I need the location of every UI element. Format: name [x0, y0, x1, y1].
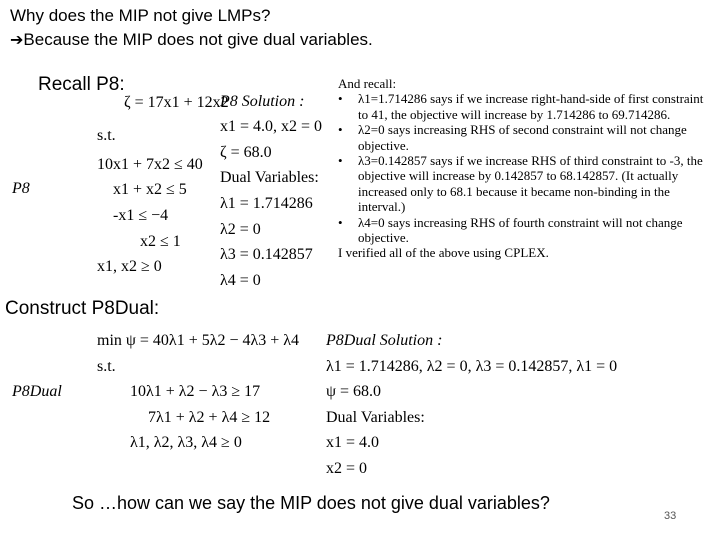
p8-constraint-1: 10x1 + 7x2 ≤ 40: [97, 156, 203, 173]
notes-bullet-2-text: λ2=0 says increasing RHS of second constraint will not change objective.: [358, 122, 687, 153]
p8-solution-line-2: ζ = 68.0: [220, 144, 272, 161]
p8-solution-line-3: Dual Variables:: [220, 169, 319, 186]
bullet-icon: •: [338, 91, 343, 107]
dual-solution-line-2: ψ = 68.0: [326, 383, 382, 400]
p8-constraint-4: x2 ≤ 1: [140, 233, 181, 250]
notes-bullet-1: [338, 91, 716, 122]
notes-list: [338, 91, 716, 245]
notes-intro: And recall:: [338, 76, 397, 91]
notes-bullet-3-text: λ3=0.142857 says if we increase RHS of third constraint to -3, the objective will increase by 0.142857 to 68.142857. (It actually increased only to 68.1 because it became non-binding in the interval.): [358, 153, 703, 215]
p8-constraint-2: x1 + x2 ≤ 5: [113, 181, 187, 198]
dual-model-label: P8Dual: [12, 383, 62, 400]
p8-solution-line-7: λ4 = 0: [220, 272, 261, 289]
bullet-icon: •: [338, 153, 343, 169]
p8-constraint-5: x1, x2 ≥ 0: [97, 258, 162, 275]
footer-question: So …how can we say the MIP does not give dual variables?: [72, 493, 550, 513]
p8-solution-heading: P8 Solution :: [220, 93, 305, 110]
bullet-icon: •: [338, 122, 343, 138]
p8-model-label: P8: [12, 180, 30, 197]
p8-solution-line-6: λ3 = 0.142857: [220, 246, 313, 263]
notes-panel: [338, 76, 716, 261]
dual-constraint-3: λ1, λ2, λ3, λ4 ≥ 0: [130, 434, 242, 451]
p8-solution-line-1: x1 = 4.0, x2 = 0: [220, 118, 323, 135]
notes-bullet-1-text: λ1=1.714286 says if we increase right-hand-side of first constraint to 41, the objective will increase by 1.714286 to 69.714286.: [358, 91, 704, 122]
p8-objective: ζ = 17x1 + 12x2: [124, 94, 229, 111]
bullet-icon: •: [338, 214, 343, 230]
p8-constraint-3: -x1 ≤ −4: [113, 207, 169, 224]
dual-solution-heading: P8Dual Solution :: [326, 332, 443, 349]
slide-title-line1: Why does the MIP not give LMPs?: [10, 6, 271, 25]
notes-bullet-3: [338, 153, 716, 215]
notes-closing: I verified all of the above using CPLEX.: [338, 245, 549, 261]
dual-objective: min ψ = 40λ1 + 5λ2 − 4λ3 + λ4: [97, 332, 300, 349]
slide-title-line2-text: Because the MIP does not give dual variables.: [23, 30, 373, 49]
dual-solution-line-1: λ1 = 1.714286, λ2 = 0, λ3 = 0.142857, λ1 = 0: [326, 358, 618, 375]
dual-st-label: s.t.: [97, 358, 116, 375]
notes-bullet-2: [338, 122, 716, 153]
page-number: 33: [664, 510, 677, 522]
p8-solution-line-5: λ2 = 0: [220, 221, 261, 238]
slide-title-line2: [10, 30, 373, 51]
notes-bullet-4-text: λ4=0 says increasing RHS of fourth constraint will not change objective.: [358, 214, 683, 246]
p8-st-label: s.t.: [97, 127, 116, 144]
dual-constraint-1: 10λ1 + λ2 − λ3 ≥ 17: [130, 383, 261, 400]
p8-solution-line-4: λ1 = 1.714286: [220, 195, 313, 212]
notes-bullet-4: [338, 215, 716, 246]
dual-solution-line-5: x2 = 0: [326, 460, 368, 477]
dual-solution-line-3: Dual Variables:: [326, 409, 425, 426]
construct-dual-label: Construct P8Dual:: [5, 298, 160, 319]
dual-constraint-2: 7λ1 + λ2 + λ4 ≥ 12: [148, 409, 271, 426]
right-arrow-icon: ➔: [10, 32, 24, 49]
recall-p8-label: Recall P8:: [38, 74, 125, 95]
dual-solution-line-4: x1 = 4.0: [326, 434, 380, 451]
